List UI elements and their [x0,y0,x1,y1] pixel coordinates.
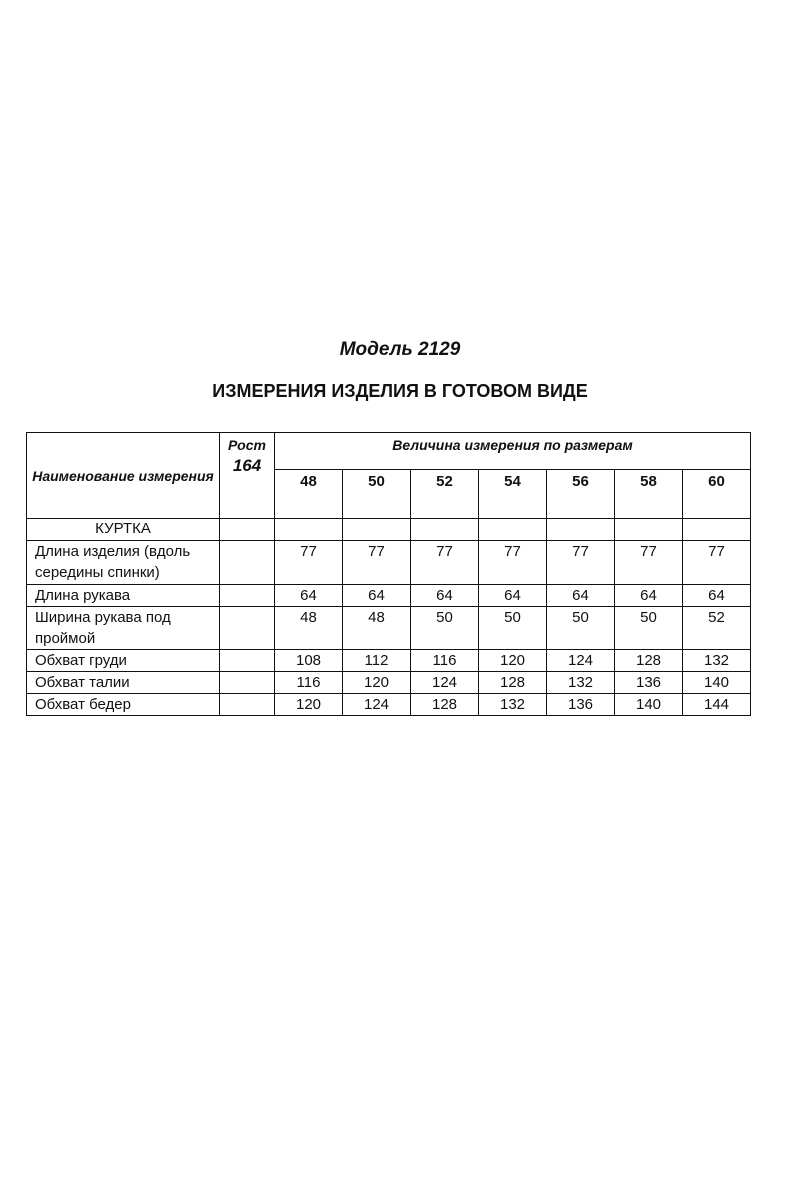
row-label: Обхват талии [27,672,220,694]
value-cell: 50 [479,607,547,650]
value-cell: 50 [547,607,615,650]
value-cell: 50 [411,607,479,650]
height-label: Рост [228,437,266,453]
value-cell: 64 [547,585,615,607]
value-cell: 77 [479,541,547,585]
row-label: Длина изделия (вдоль середины спинки) [27,541,220,585]
value-cell: 77 [275,541,343,585]
value-cell: 48 [343,607,411,650]
height-cell [220,607,275,650]
value-cell: 128 [479,672,547,694]
value-cell: 64 [343,585,411,607]
height-cell [220,541,275,585]
value-cell: 50 [615,607,683,650]
value-cell: 140 [615,694,683,716]
value-cell: 64 [615,585,683,607]
value-cell: 64 [683,585,751,607]
size-header: 54 [479,470,547,519]
value-cell: 64 [411,585,479,607]
value-cell: 116 [275,672,343,694]
header-name-cell: Наименование измерения [27,433,220,519]
value-cell: 77 [343,541,411,585]
value-cell: 112 [343,650,411,672]
height-value: 164 [232,456,262,475]
value-cell: 120 [343,672,411,694]
table-row [27,672,751,694]
header-row-top [27,433,751,470]
size-header: 50 [343,470,411,519]
size-header: 48 [275,470,343,519]
table-row [27,650,751,672]
size-header: 60 [683,470,751,519]
value-cell: 116 [411,650,479,672]
size-header: 52 [411,470,479,519]
value-cell: 124 [411,672,479,694]
value-cell: 132 [547,672,615,694]
value-cell: 128 [615,650,683,672]
value-cell: 108 [275,650,343,672]
value-cell: 77 [615,541,683,585]
value-cell: 64 [275,585,343,607]
measurements-table [26,432,751,716]
height-cell [220,585,275,607]
row-label: Обхват груди [27,650,220,672]
value-cell: 120 [479,650,547,672]
value-cell: 64 [479,585,547,607]
value-cell: 132 [683,650,751,672]
value-cell: 124 [547,650,615,672]
header-height-cell [220,433,275,519]
section-label: КУРТКА [27,519,220,541]
sizes-caption: Величина измерения по размерам [275,433,751,470]
value-cell: 136 [615,672,683,694]
height-cell [220,650,275,672]
size-header: 58 [615,470,683,519]
value-cell: 140 [683,672,751,694]
data-rows [27,541,751,716]
value-cell: 77 [547,541,615,585]
value-cell: 144 [683,694,751,716]
table-row [27,607,751,650]
row-label: Обхват бедер [27,694,220,716]
value-cell: 77 [411,541,479,585]
table-row [27,585,751,607]
height-cell [220,672,275,694]
size-header: 56 [547,470,615,519]
section-row [27,519,751,541]
table-row [27,694,751,716]
height-cell [220,694,275,716]
value-cell: 77 [683,541,751,585]
value-cell: 120 [275,694,343,716]
row-label: Ширина рукава под проймой [27,607,220,650]
value-cell: 124 [343,694,411,716]
row-label: Длина рукава [27,585,220,607]
model-title: Модель 2129 [339,339,461,360]
value-cell: 136 [547,694,615,716]
value-cell: 52 [683,607,751,650]
document-title: ИЗМЕРЕНИЯ ИЗДЕЛИЯ В ГОТОВОМ ВИДЕ [212,381,588,401]
table-row [27,541,751,585]
value-cell: 128 [411,694,479,716]
value-cell: 132 [479,694,547,716]
value-cell: 48 [275,607,343,650]
